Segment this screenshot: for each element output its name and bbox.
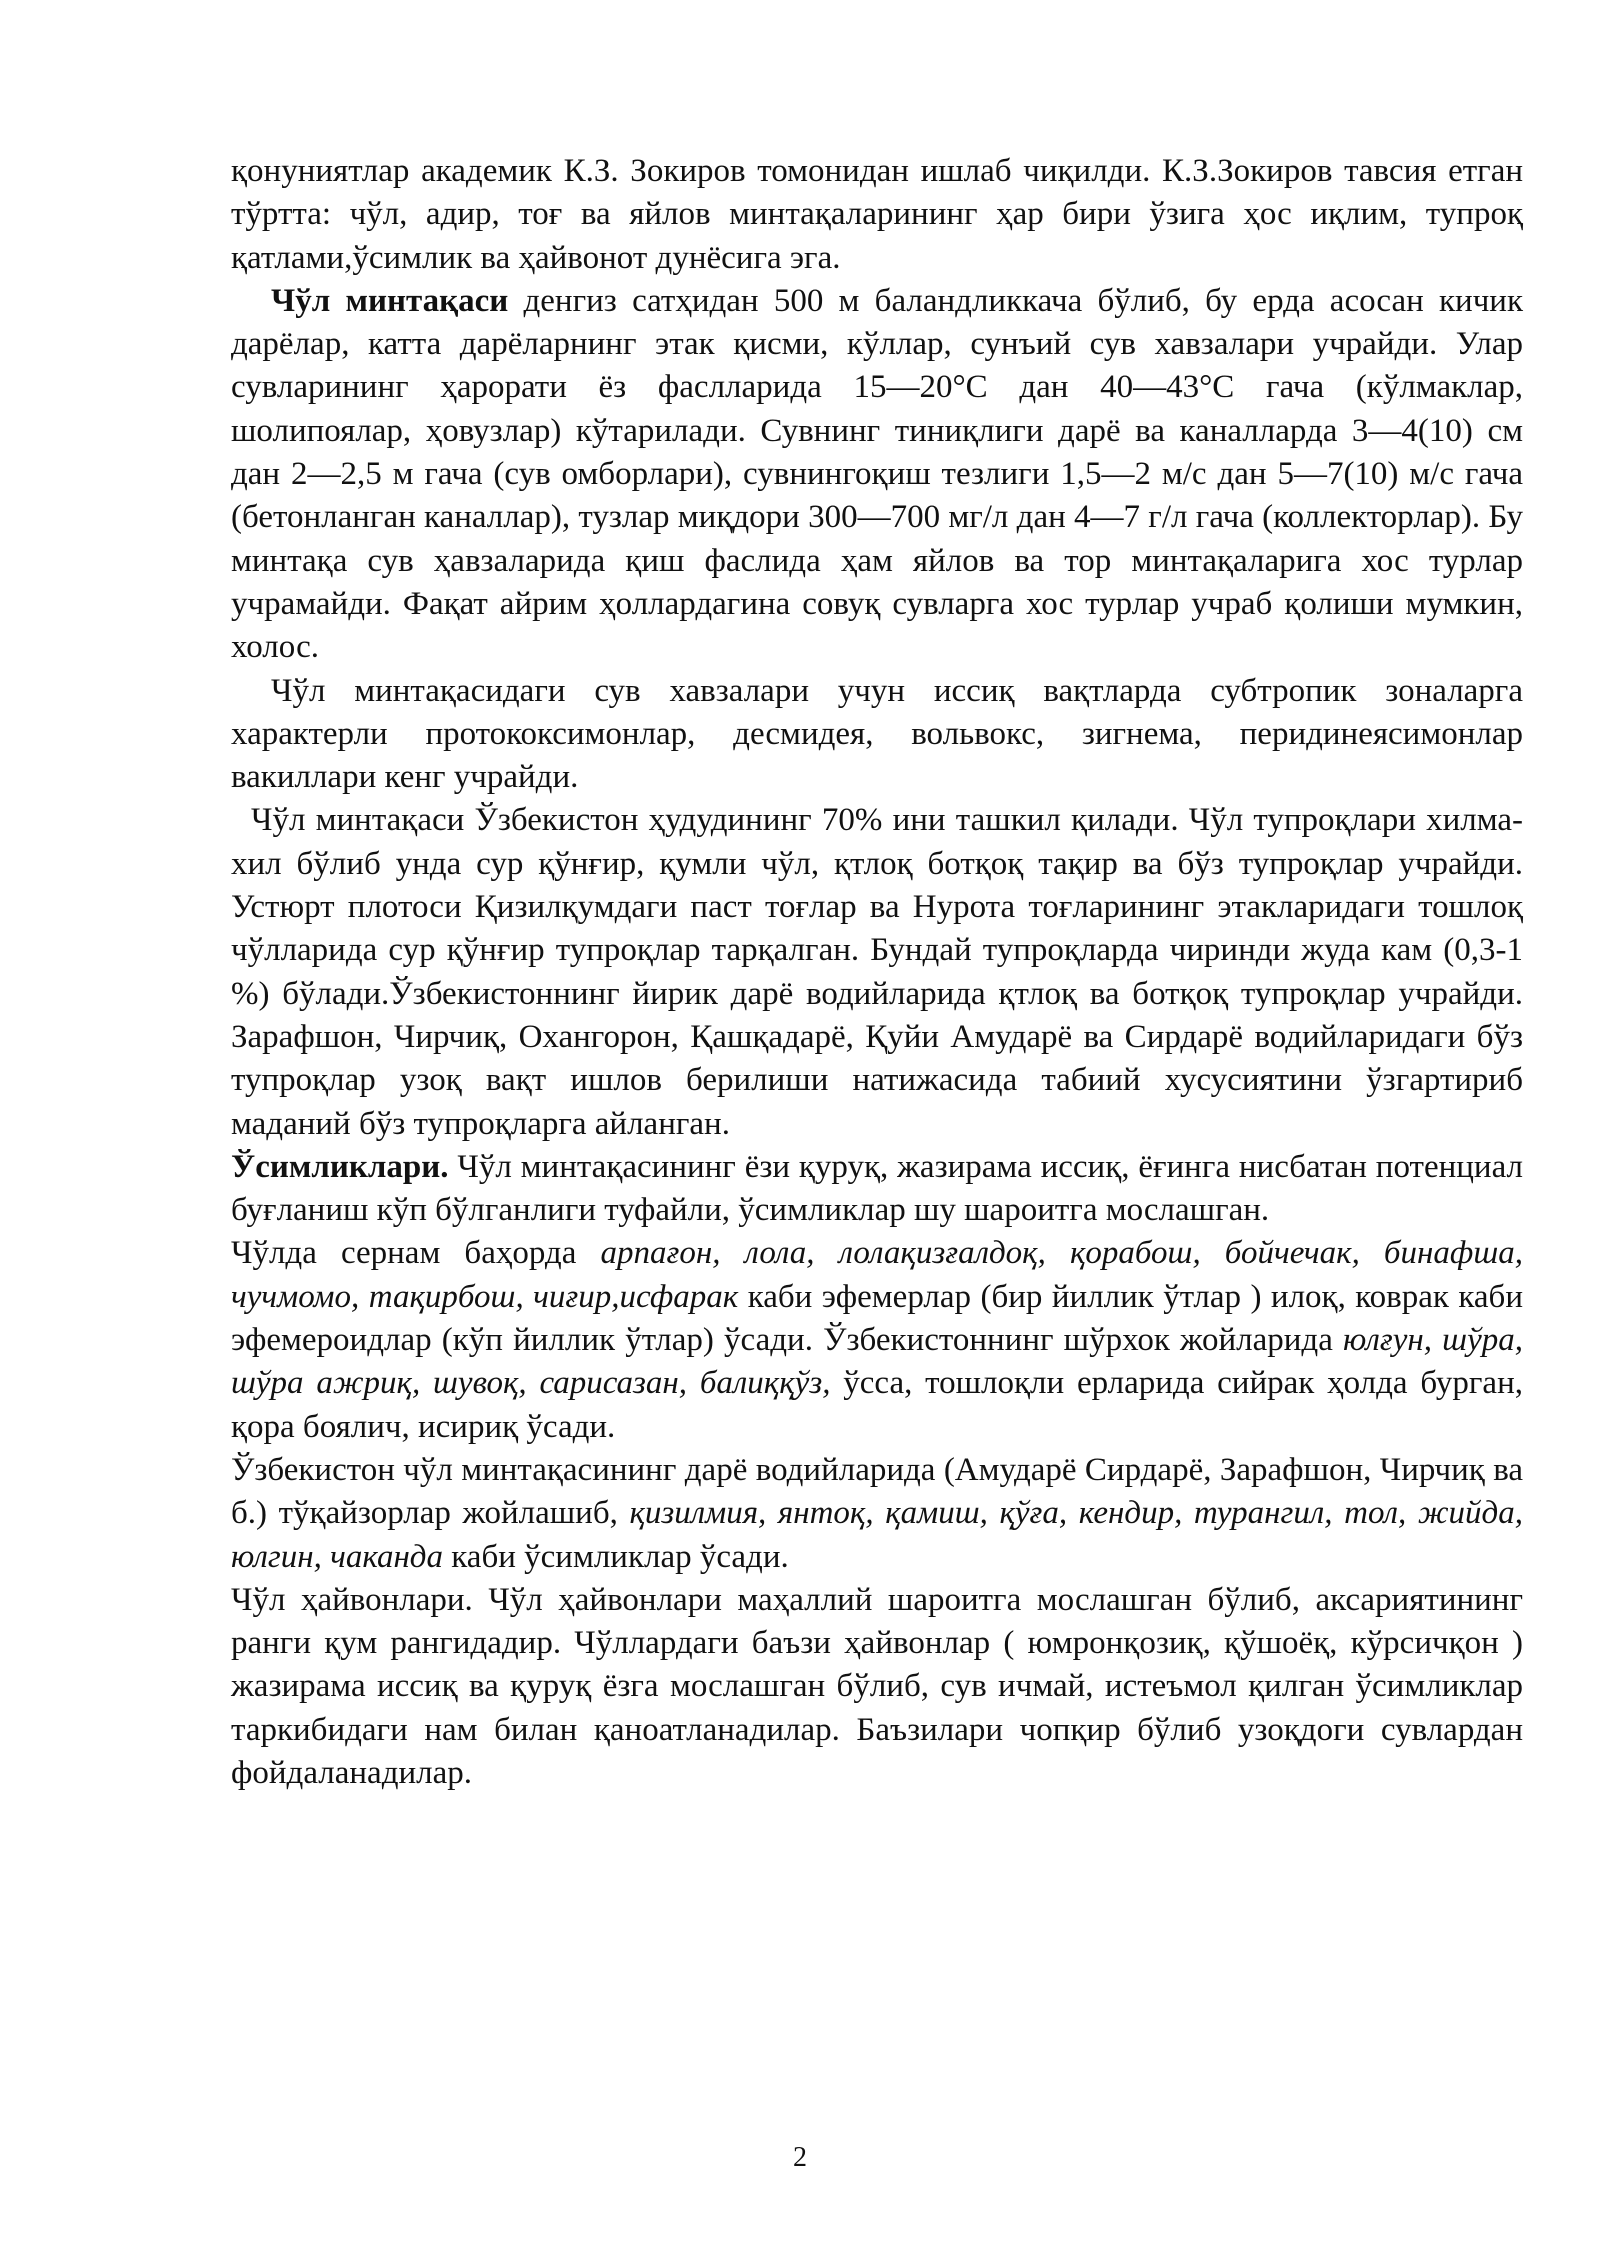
paragraph-soils [231, 799, 1523, 1145]
paragraph-text: Чўл минтақасининг ёзи қуруқ, жазирама иссиқ, ёғинга нисбатан потенциал буғланиш кўп бўлганлиги туфайли, ўсимликлар шу шароитга мослашган. [231, 1148, 1523, 1229]
paragraph-text: Чўл минтақаси Ўзбекистон ҳудудининг 70% ини ташкил қилади. Чўл тупроқлари хилма-хил бўлиб унда сур қўнғир, қумли чўл, қтлоқ ботқоқ тақир ва бўз тупроқлар учрайди. Устюрт плотоси Қизилқумдаги паст тоғлар ва Нурота тоғларининг этакларидаги тошлоқ чўлларида сур қўнғир тупроқлар тарқалган. Бундай тупроқларда чиринди жуда кам (0,3-1 %) бўлади.Ўзбекистоннинг йирик дарё водийларида қтлоқ ва ботқоқ тупроқлар учрайди. Зарафшон, Чирчиқ, Охангорон, Қашқадарё, Қуйи Амударё ва Сирдарё водийларидаги бўз тупроқлар узоқ вақт ишлов берилиши натижасида табиий хусусиятини ўзгартириб маданий бўз тупроқларга айланган. [231, 802, 1523, 1142]
paragraph-text: каби эфемерлар (бир йиллик ўтлар ) илоқ, коврак каби эфемероидлар (кўп йиллик ўтлар) ўсади. Ўзбекистоннинг шўрхок жойларида [231, 1278, 1524, 1359]
paragraph-intro [231, 150, 1523, 280]
paragraph-animals [231, 1579, 1523, 1795]
paragraph-text: Чўл ҳайвонлари. Чўл ҳайвонлари маҳаллий шароитга мослашган бўлиб, аксариятининг ранги қум рангидадир. Чўллардаги баъзи ҳайвонлар ( юмронқозиқ, қўшоёқ, кўрсичқон ) жазирама иссиқ ва қуруқ ёзга мослашган бўлиб, сув ичмай, истеъмол қилган ўсимликлар таркибидаги нам билан қаноатланадилар. Баъзилари чопқир бўлиб узоқдоги сувлардан фойдаланадилар. [231, 1581, 1523, 1791]
paragraph-text: денгиз сатҳидан 500 м баландликкача бўлиб, бу ерда асосан кичик дарёлар, катта дарёларнинг этак қисми, кўллар, сунъий сув хавзалари учрайди. Улар сувларининг ҳарорати ёз фаслларида 15—20°С дан 40—43°С гача (кўлмаклар, шолипоялар, ҳовузлар) кўтарилади. Сувнинг тиниқлиги дарё ва каналларда 3—4(10) см дан 2—2,5 м гача (сув омборлари), сувнингоқиш тезлиги 1,5—2 м/с дан 5—7(10) м/с гача (бетонланган каналлар), тузлар миқдори 300—700 мг/л дан 4—7 г/л гача (коллекторлар). Бу минтақа сув ҳавзаларида қиш фаслида ҳам яйлов ва тор минтақаларига хос турлар учрамайди. Фақат айрим ҳоллардагина совуқ сувларга хос турлар учраб қолиши мумкин, холос. [231, 282, 1523, 666]
document-body [231, 150, 1523, 1795]
italic-species-list: қизилмия, янтоқ, қамиш, қўға, кендир, турангил, тол, жийда, юлгин, чаканда [231, 1495, 1523, 1575]
paragraph-ephemerals [231, 1232, 1523, 1448]
paragraph-text: Чўлда сернам баҳорда [231, 1235, 601, 1272]
paragraph-plants [231, 1146, 1523, 1233]
paragraph-text: ўсса, тошлоқли ерларида сийрак ҳолда бурган, қора боялич, исириқ ўсади. [231, 1365, 1523, 1445]
paragraph-text: Ўзбекистон чўл минтақасининг дарё водийларида (Амударё Сирдарё, Зарафшон, Чирчиқ ва б.) тўқайзорлар жойлашиб, [231, 1451, 1523, 1532]
paragraph-text: каби ўсимликлар ўсади. [443, 1538, 789, 1575]
italic-species-list: юлғун, шўра, шўра ажриқ, шувоқ, сарисазан, балиққўз, [231, 1322, 1523, 1402]
page-number: 2 [793, 2142, 807, 2173]
paragraph-desert-zone [231, 280, 1523, 670]
paragraph-tugai [231, 1449, 1523, 1579]
bold-heading-desert-zone: Чўл минтақаси [271, 282, 509, 319]
paragraph-text: Чўл минтақасидаги сув хавзалари учун иссиқ вақтларда субтропик зоналарга характерли протококсимонлар, десмидея, вольвокс, зигнема, перидинеясимонлар вакиллари кенг учрайди. [231, 672, 1523, 796]
italic-species-list: арпағон, лола, лолақизғалдоқ, қорабош, бойчечак, бинафша, чучмомо, тақирбош, чиғир,исфарак [231, 1235, 1523, 1315]
paragraph-text: қонуниятлар академик К.З. Зокиров томонидан ишлаб чиқилди. К.З.Зокиров тавсия етган тўртта: чўл, адир, тоғ ва яйлов минтақаларининг ҳар бири ўзига ҳос иқлим, тупроқ қатлами,ўсимлик ва ҳайвонот дунёсига эга. [231, 153, 1523, 276]
bold-heading-plants: Ўсимликлари. [231, 1148, 449, 1185]
paragraph-water-bodies [231, 670, 1523, 800]
